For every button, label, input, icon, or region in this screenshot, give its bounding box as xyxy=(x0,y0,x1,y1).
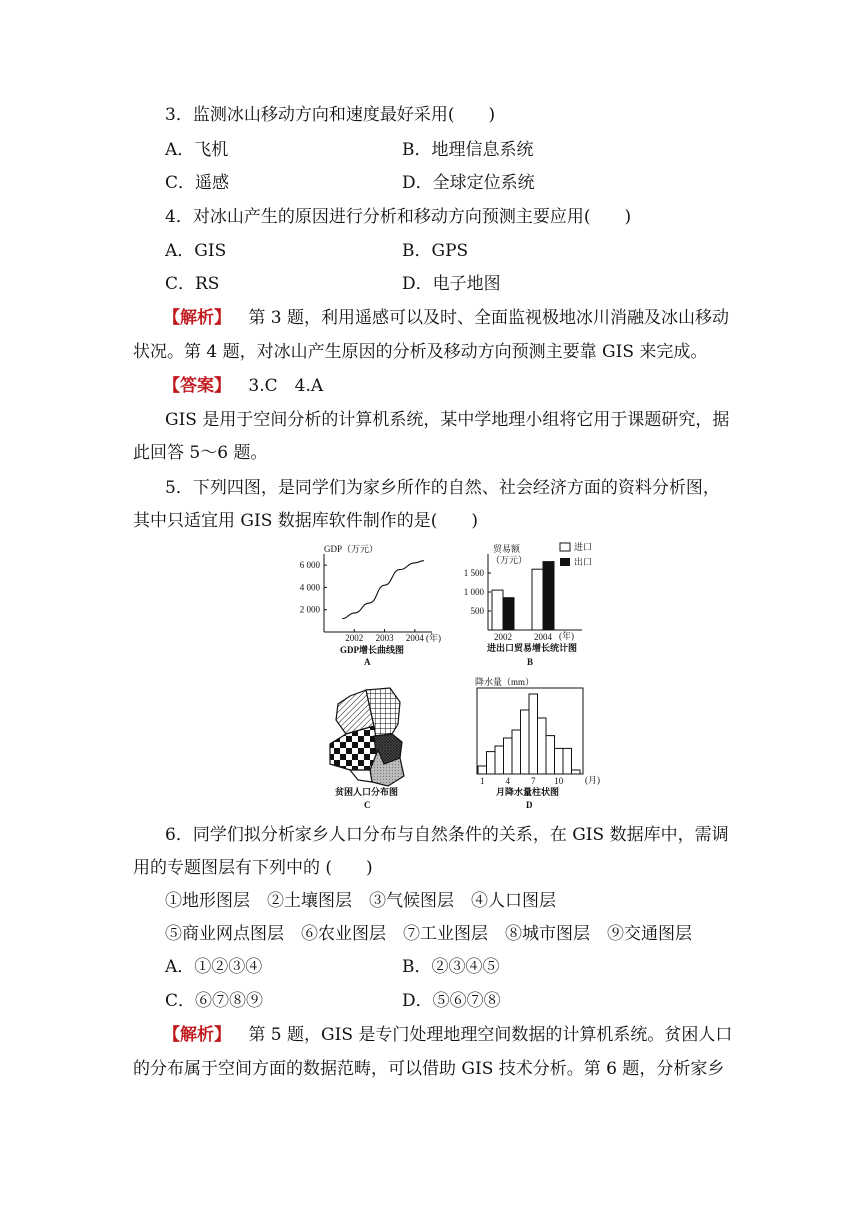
q6-option-b: B．②③④⑤ xyxy=(402,957,500,977)
chart-d-bar xyxy=(563,748,572,774)
answer-tag: 【答案】 xyxy=(163,376,231,396)
answer-1-text: 3.C 4.A xyxy=(248,376,324,396)
q3-option-d: D．全球定位系统 xyxy=(402,173,535,193)
chart-b-ylabel-1: 贸易额 xyxy=(493,544,521,554)
chart-d-bar xyxy=(555,748,564,774)
chart-a-xlabel: (年) xyxy=(426,633,441,643)
chart-a-label: A xyxy=(364,657,371,667)
chart-b-title: 进出口贸易增长统计图 xyxy=(487,643,578,653)
chart-d-bar xyxy=(512,730,521,774)
chart-a-ytick-label: 2 000 xyxy=(299,604,320,615)
map-c-title: 贫困人口分布图 xyxy=(335,787,399,797)
intro-line-1: GIS 是用于空间分析的计算机系统，某中学地理小组将它用于课题研究，据 xyxy=(165,410,730,430)
intro-line-2: 此回答 5～6 题。 xyxy=(133,443,268,463)
q4-option-b: B．GPS xyxy=(402,241,469,261)
chart-a-series-line xyxy=(342,561,424,619)
chart-d-ylabel: 降水量（mm） xyxy=(475,677,535,687)
q3-option-b: B．地理信息系统 xyxy=(402,140,534,160)
legend-import-swatch xyxy=(560,543,570,551)
chart-b-xtick-label: 2002 xyxy=(494,632,512,642)
analysis-2 xyxy=(163,1025,732,1045)
chart-d-xlabel: (月) xyxy=(585,775,600,785)
q4-stem: 4．对冰山产生的原因进行分析和移动方向预测主要应用( ) xyxy=(165,207,632,227)
analysis-tag: 【解析】 xyxy=(163,1025,231,1045)
analysis-1-line-1: 第 3 题，利用遥感可以及时、全面监视极地冰川消融及冰山移动 xyxy=(248,308,730,328)
chart-d-bar xyxy=(478,766,487,774)
chart-b-bar-import xyxy=(492,590,503,630)
q4-option-c: C．RS xyxy=(165,274,220,294)
figure-panel xyxy=(280,538,620,813)
map-region-checker xyxy=(330,726,378,770)
chart-a-title: GDP增长曲线图 xyxy=(340,645,404,655)
q6-layers-2: ⑤商业网点图层 ⑥农业图层 ⑦工业图层 ⑧城市图层 ⑨交通图层 xyxy=(165,924,692,944)
chart-b xyxy=(464,541,592,667)
q6-option-d: D．⑤⑥⑦⑧ xyxy=(402,991,501,1011)
chart-d-bar xyxy=(504,738,513,774)
chart-b-bar-export xyxy=(543,562,554,630)
chart-d-bar xyxy=(538,718,547,774)
analysis-2-line-1: 第 5 题，GIS 是专门处理地理空间数据的计算机系统。贫困人口 xyxy=(248,1025,733,1045)
chart-a-xtick-label: 2002 xyxy=(345,633,364,643)
chart-d-bar xyxy=(521,710,530,774)
chart-b-ytick-label: 1 500 xyxy=(463,568,484,578)
chart-a-xtick-label: 2003 xyxy=(375,633,394,643)
legend-import-label: 进口 xyxy=(574,542,593,552)
chart-b-xtick-label: 2004 xyxy=(534,632,552,642)
chart-b-label: B xyxy=(527,657,534,667)
chart-d-bar xyxy=(487,752,496,774)
q6-line-2: 用的专题图层有下列中的 ( ) xyxy=(133,858,373,878)
answer-1 xyxy=(163,376,323,396)
q3-option-a: A．飞机 xyxy=(165,140,229,160)
analysis-1-line-2: 状况。第 4 题，对冰山产生原因的分析及移动方向预测主要靠 GIS 来完成。 xyxy=(133,342,708,362)
chart-a-ytick-label: 4 000 xyxy=(299,582,320,593)
chart-d-xtick-label: 7 xyxy=(531,776,536,786)
chart-a-ytick-label: 6 000 xyxy=(299,560,320,571)
analysis-1 xyxy=(163,308,729,328)
chart-b-bar-import xyxy=(532,569,543,630)
chart-b-ylabel-2: （万元） xyxy=(491,555,528,565)
q4-option-d: D．电子地图 xyxy=(402,274,501,294)
chart-a-xtick-label: 2004 xyxy=(405,633,424,643)
analysis-2-line-2: 的分布属于空间方面的数据范畴，可以借助 GIS 技术分析。第 6 题，分析家乡 xyxy=(133,1059,725,1079)
chart-b-xlabel: (年) xyxy=(559,631,574,641)
q6-layers-1: ①地形图层 ②土壤图层 ③气候图层 ④人口图层 xyxy=(165,891,556,911)
q5-line-2: 其中只适宜用 GIS 数据库软件制作的是( ) xyxy=(133,511,479,531)
legend-export-label: 出口 xyxy=(574,557,593,567)
analysis-tag: 【解析】 xyxy=(163,308,231,328)
chart-d-label: D xyxy=(526,800,533,810)
q6-option-a: A．①②③④ xyxy=(165,957,263,977)
chart-d-bar xyxy=(546,736,555,774)
chart-b-ytick-label: 500 xyxy=(470,606,484,616)
chart-d xyxy=(475,676,600,810)
map-c xyxy=(330,688,404,810)
q3-stem: 3．监测冰山移动方向和速度最好采用( ) xyxy=(165,105,496,125)
chart-d-title: 月降水量柱状图 xyxy=(496,787,560,797)
q3-option-c: C．遥感 xyxy=(165,173,230,193)
chart-d-xtick-label: 10 xyxy=(554,776,564,786)
chart-b-bar-export xyxy=(503,598,514,630)
chart-d-xtick-label: 1 xyxy=(480,776,485,786)
q4-option-a: A．GIS xyxy=(165,241,227,261)
map-c-label: C xyxy=(364,800,371,810)
q6-option-c: C．⑥⑦⑧⑨ xyxy=(165,991,264,1011)
chart-d-xtick-label: 4 xyxy=(505,776,510,786)
chart-d-bar xyxy=(495,746,504,774)
q6-line-1: 6．同学们拟分析家乡人口分布与自然条件的关系，在 GIS 数据库中，需调 xyxy=(165,825,729,845)
chart-d-bar xyxy=(572,770,581,774)
q5-line-1: 5．下列四图，是同学们为家乡所作的自然、社会经济方面的资料分析图， xyxy=(165,478,720,498)
chart-b-ytick-label: 1 000 xyxy=(463,587,484,597)
chart-a-ylabel: GDP（万元） xyxy=(324,544,379,554)
chart-a xyxy=(300,544,441,667)
chart-d-bar xyxy=(529,694,538,774)
legend-export-swatch xyxy=(560,558,570,566)
